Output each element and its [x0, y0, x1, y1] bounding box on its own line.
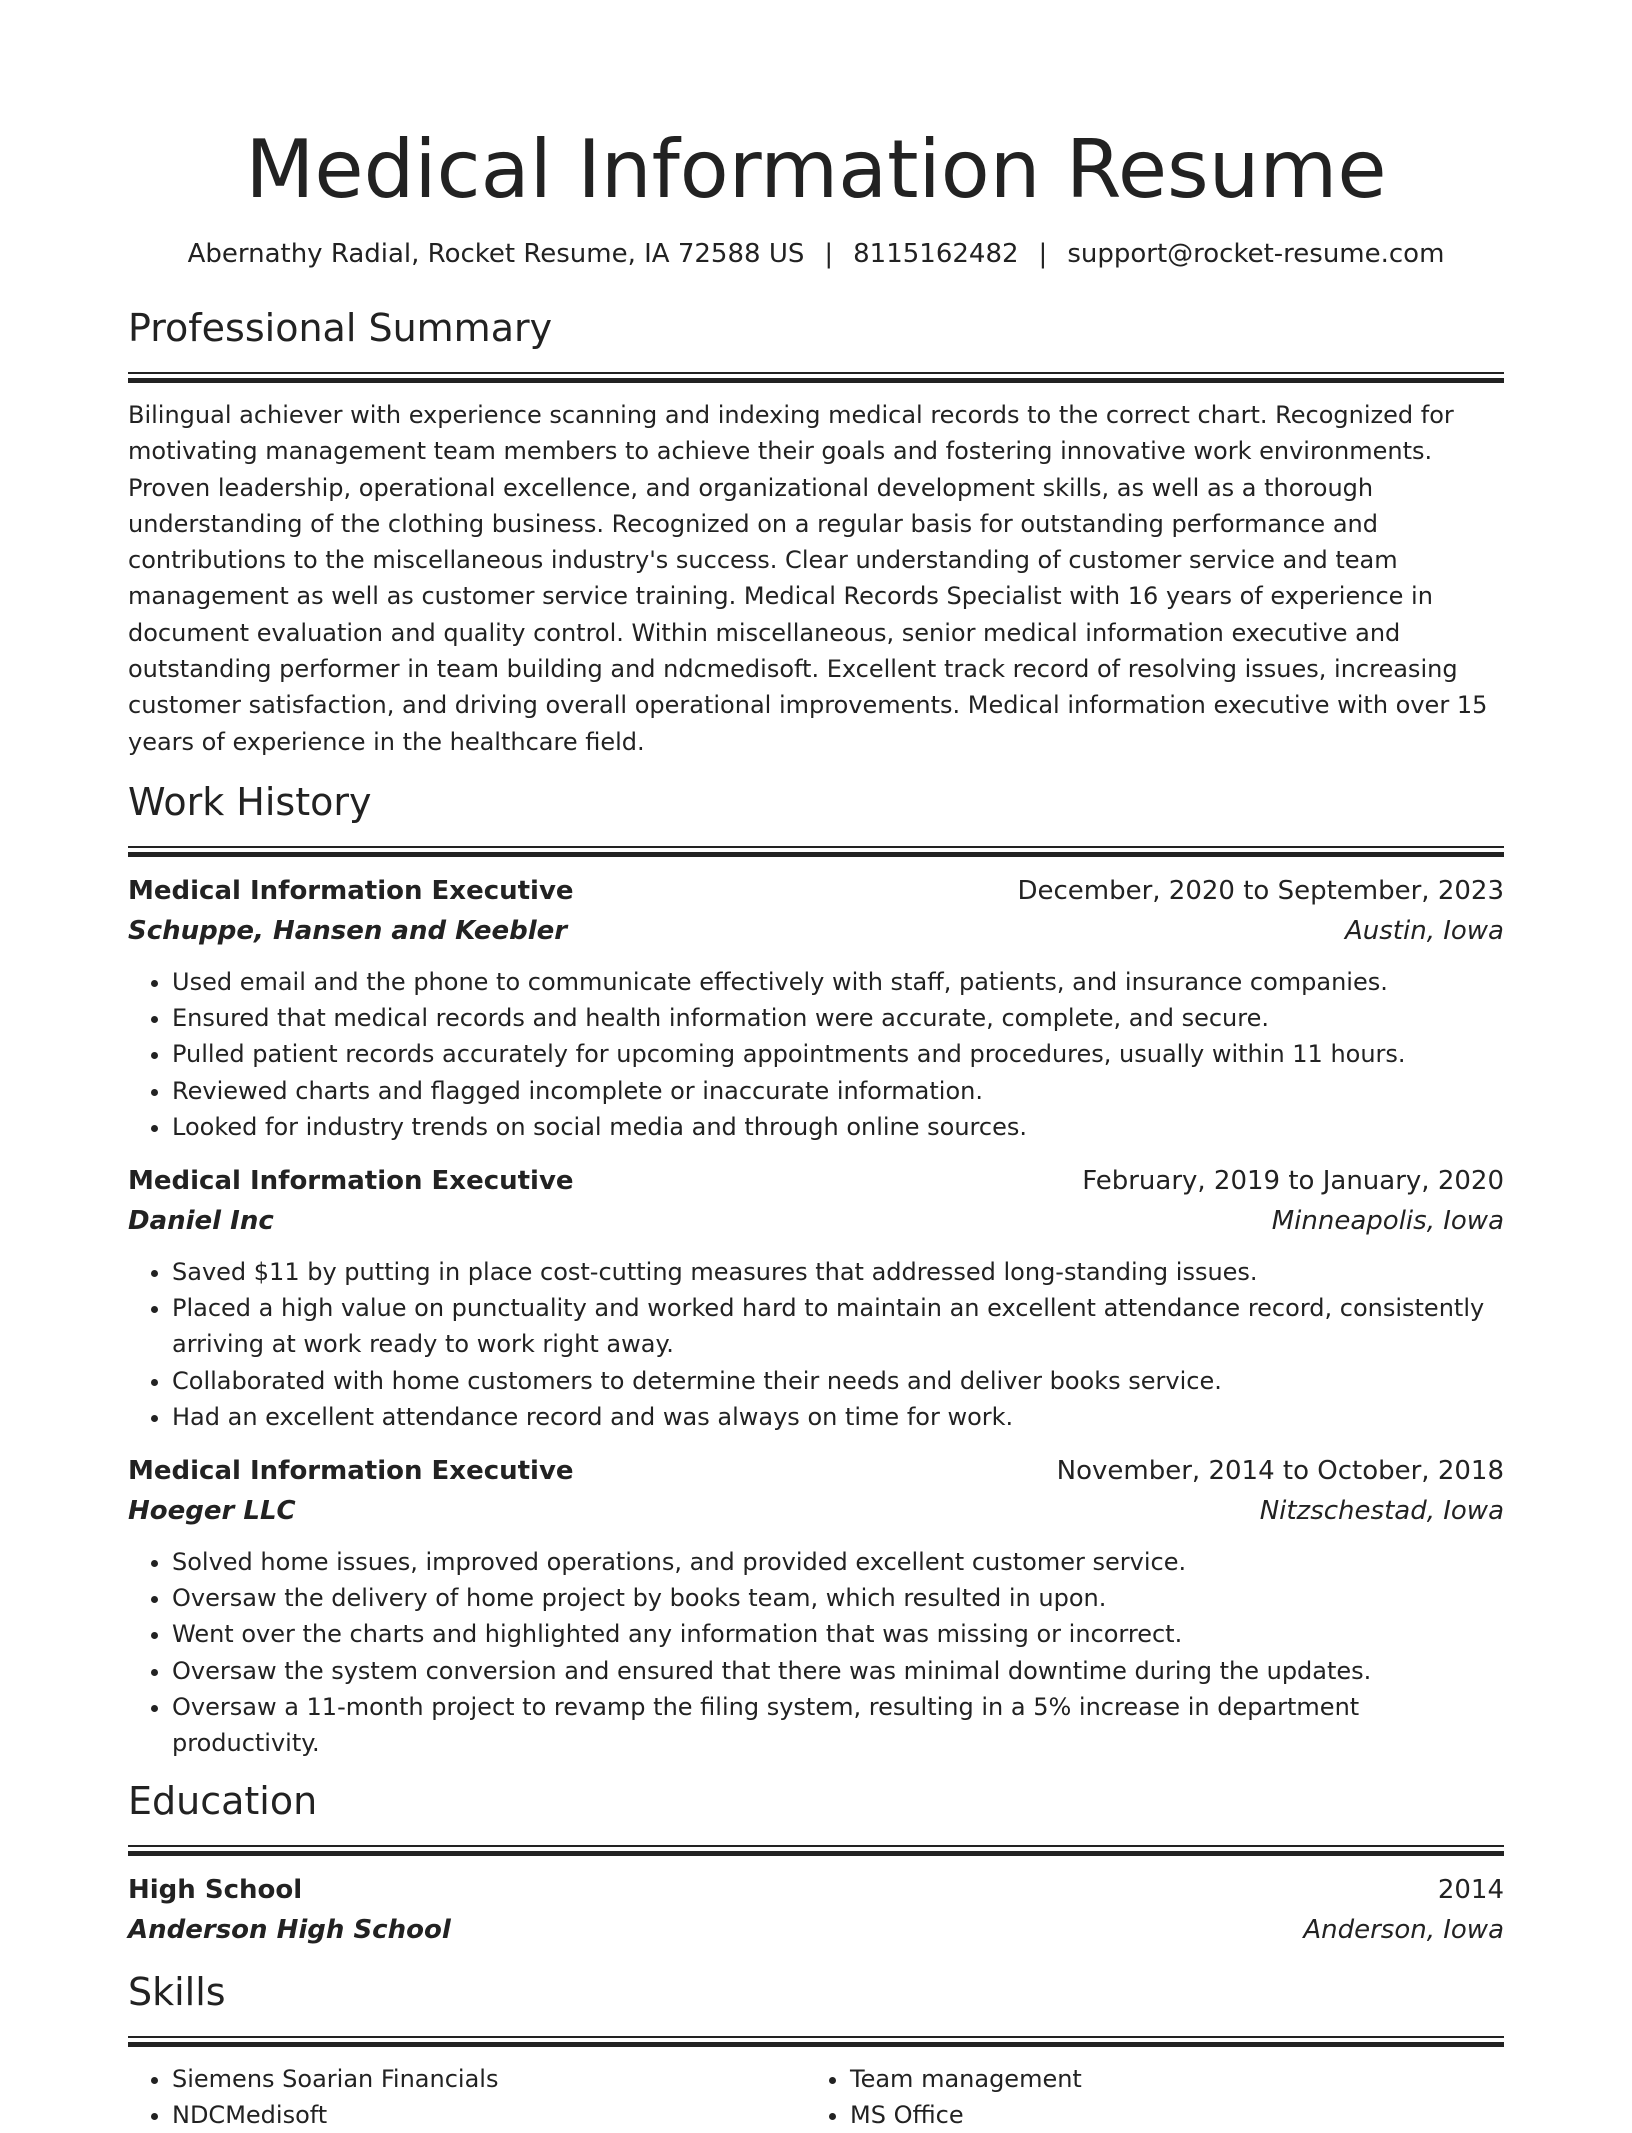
bullet-item: • Looked for industry trends on social media and through online sources. [172, 1109, 1504, 1145]
contact-line [128, 236, 1504, 272]
skills-column-left [128, 2061, 806, 2133]
skills-section [128, 1968, 1504, 2133]
job-bullets [128, 1544, 1504, 1761]
bullet-item: • Oversaw the delivery of home project by books team, which resulted in upon. [172, 1580, 1504, 1616]
job-bullets [128, 964, 1504, 1145]
bullet-item: • Reviewed charts and flagged incomplete or inaccurate information. [172, 1073, 1504, 1109]
job-location: Minneapolis, Iowa [1271, 1205, 1504, 1236]
bullet-item: • Placed a high value on punctuality and worked hard to maintain an excellent attendance record, consistently arriving at work ready to work right away. [172, 1290, 1504, 1362]
skills-column-right [806, 2061, 1484, 2133]
company-name: Daniel Inc [128, 1205, 274, 1236]
summary-text: Bilingual achiever with experience scanning and indexing medical records to the correct chart. Recognized for motivating management team members to achieve their goals and fostering innovative work environments. Proven leadership, operational excellence, and organizational development skills, as well as a thorough understanding of the clothing business. Recognized on a regular basis for outstanding performance and contributions to the miscellaneous industry's success. Clear understanding of customer service and team management as well as customer service training. Medical Records Specialist with 16 years of experience in document evaluation and quality control. Within miscellaneous, senior medical information executive and outstanding performer in team building and ndcmedisoft. Excellent track record of resolving issues, increasing customer satisfaction, and driving overall operational improvements. Medical information executive with over 15 years of experience in the healthcare field. [128, 401, 1488, 756]
job-bullets [128, 1254, 1504, 1435]
section-divider [128, 372, 1504, 383]
school-name: Anderson High School [128, 1915, 451, 1946]
education-heading: Education [128, 1779, 318, 1824]
work-history-section [128, 778, 1504, 1761]
job-entry [128, 1451, 1504, 1761]
bullet-item: • Pulled patient records accurately for upcoming appointments and procedures, usually within 11 hours. [172, 1036, 1504, 1072]
bullet-item: • Solved home issues, improved operations, and provided excellent customer service. [172, 1544, 1504, 1580]
summary-section [128, 304, 1504, 760]
contact-email: support@rocket-resume.com [1067, 239, 1445, 269]
resume-page [128, 0, 1504, 2133]
skills-heading: Skills [128, 1970, 226, 2015]
company-name: Schuppe, Hansen and Keebler [128, 915, 568, 946]
bullet-item: • Had an excellent attendance record and was always on time for work. [172, 1399, 1504, 1435]
contact-separator: | [1038, 239, 1048, 269]
job-dates: November, 2014 to October, 2018 [1056, 1456, 1504, 1486]
education-section [128, 1777, 1504, 1950]
school-location: Anderson, Iowa [1303, 1915, 1504, 1946]
bullet-item: • Oversaw a 11-month project to revamp the filing system, resulting in a 5% increase in department productivity. [172, 1689, 1504, 1761]
section-divider [128, 2036, 1504, 2047]
job-title: Medical Information Executive [128, 875, 574, 906]
skill-item: • NDCMedisoft [172, 2097, 806, 2133]
bullet-item: • Collaborated with home customers to determine their needs and deliver books service. [172, 1363, 1504, 1399]
section-divider [128, 1845, 1504, 1856]
job-dates: February, 2019 to January, 2020 [1082, 1165, 1504, 1196]
bullet-item: • Used email and the phone to communicate effectively with staff, patients, and insurance companies. [172, 964, 1504, 1000]
skills-grid [128, 2061, 1504, 2133]
degree: High School [128, 1875, 303, 1906]
job-entry [128, 1161, 1504, 1435]
job-title: Medical Information Executive [128, 1456, 574, 1486]
education-year: 2014 [1437, 1875, 1504, 1906]
bullet-item: • Ensured that medical records and health information were accurate, complete, and secure. [172, 1000, 1504, 1036]
skill-item: • Team management [850, 2061, 1484, 2097]
skill-item: • MS Office [850, 2097, 1484, 2133]
job-location: Austin, Iowa [1344, 915, 1504, 946]
skill-item: • Siemens Soarian Financials [172, 2061, 806, 2097]
bullet-item: • Went over the charts and highlighted any information that was missing or incorrect. [172, 1616, 1504, 1652]
section-divider [128, 846, 1504, 857]
company-name: Hoeger LLC [128, 1496, 296, 1526]
contact-separator: | [824, 239, 834, 269]
work-history-heading: Work History [128, 779, 372, 824]
contact-phone: 8115162482 [853, 239, 1019, 269]
bullet-item: • Oversaw the system conversion and ensured that there was minimal downtime during the updates. [172, 1653, 1504, 1689]
summary-heading: Professional Summary [128, 306, 553, 350]
resume-title: Medical Information Resume [245, 123, 1387, 216]
education-entry [128, 1870, 1504, 1950]
bullet-item: • Saved $11 by putting in place cost-cutting measures that addressed long-standing issues. [172, 1254, 1504, 1290]
job-location: Nitzschestad, Iowa [1259, 1496, 1504, 1526]
job-title: Medical Information Executive [128, 1165, 574, 1196]
contact-address: Abernathy Radial, Rocket Resume, IA 72588 US [187, 239, 805, 269]
job-dates: December, 2020 to September, 2023 [1017, 875, 1504, 906]
job-entry [128, 871, 1504, 1145]
